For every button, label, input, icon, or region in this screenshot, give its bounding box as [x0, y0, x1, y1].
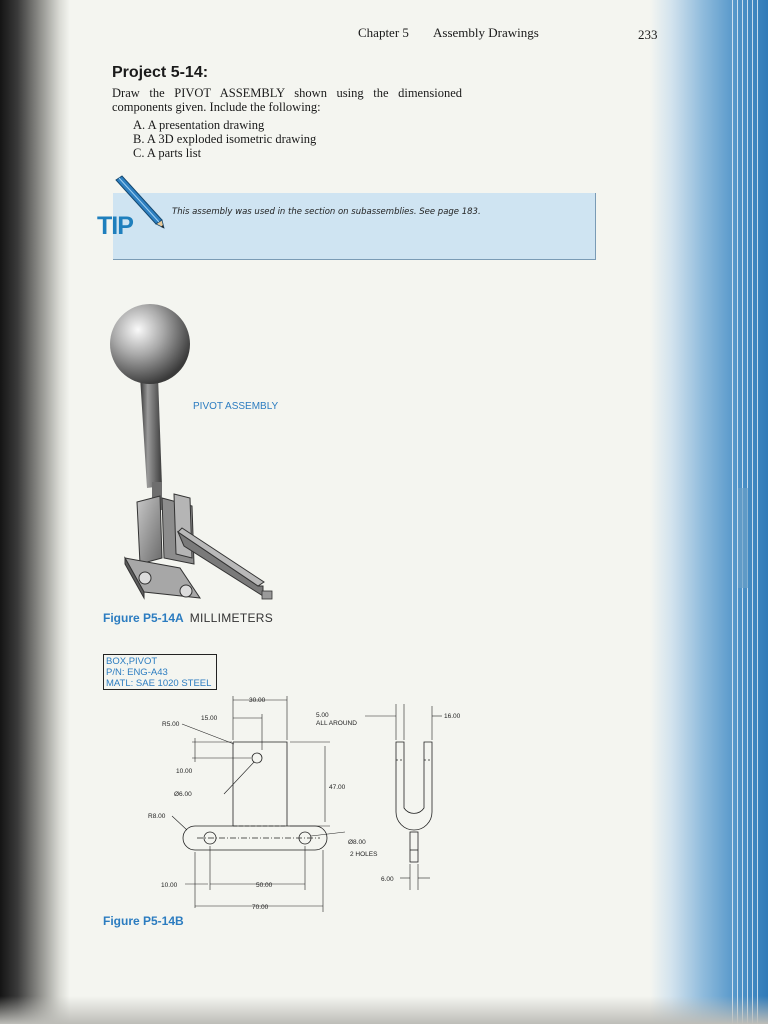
intro-line: Draw the PIVOT ASSEMBLY shown using the dimensioned	[112, 86, 462, 100]
ball-knob	[110, 304, 190, 384]
dimensioned-drawing	[140, 690, 500, 916]
pivot-assembly-callout: PIVOT ASSEMBLY	[193, 401, 279, 412]
dim-dia8: Ø8.00	[348, 839, 366, 846]
project-title: Project 5-14:	[112, 64, 209, 81]
figure-a-units: MILLIMETERS	[189, 611, 274, 625]
dim-47: 47.00	[329, 784, 346, 791]
dim-5: 5.00	[316, 712, 329, 719]
intro-line: components given. Include the following:	[112, 100, 321, 114]
figure-b-label: Figure P5-14B	[103, 914, 184, 928]
pivot-assembly-render	[100, 296, 280, 612]
part-info-line: MATL: SAE 1020 STEEL	[106, 678, 212, 689]
dim-50: 50.00	[256, 882, 273, 889]
part-info-box	[103, 654, 217, 690]
page-edge	[650, 0, 768, 1024]
list-item: A. A presentation drawing	[133, 118, 265, 132]
dim-r5: R5.00	[162, 721, 180, 728]
tip-text: This assembly was used in the section on subassemblies. See page 183.	[172, 207, 481, 217]
list-item: C. A parts list	[133, 146, 202, 160]
dim-holes: 2 HOLES	[350, 851, 378, 858]
tip-box	[113, 193, 596, 260]
part-info-line: P/N: ENG-A43	[106, 667, 168, 678]
figure-a-label: Figure P5-14A	[103, 611, 184, 625]
requirements-list	[133, 118, 316, 160]
dim-70: 70.00	[252, 904, 269, 911]
dim-all-around: ALL AROUND	[316, 720, 357, 727]
bottom-shadow	[0, 996, 768, 1024]
dim-dia6: Ø6.00	[174, 791, 192, 798]
dim-30: 30.00	[249, 697, 266, 704]
project-intro	[112, 86, 462, 114]
list-item: B. A 3D exploded isometric drawing	[133, 132, 317, 146]
dim-r8: R8.00	[148, 813, 166, 820]
dim-15: 15.00	[201, 715, 218, 722]
page-number: 233	[638, 27, 658, 42]
dim-10-horizontal: 10.00	[161, 882, 178, 889]
dim-10-vertical: 10.00	[176, 768, 193, 775]
tip-label: TIP	[97, 212, 133, 240]
dim-6: 6.00	[381, 876, 394, 883]
shaft	[140, 376, 162, 510]
page-edge-tab	[738, 488, 748, 588]
header-title: Assembly Drawings	[433, 25, 539, 40]
book-spine-shadow	[0, 0, 70, 1024]
side-view	[396, 742, 432, 862]
header-chapter: Chapter 5	[358, 25, 409, 40]
dimension-lines	[172, 696, 442, 912]
part-info-line: BOX,PIVOT	[106, 656, 158, 667]
dim-16: 16.00	[444, 713, 461, 720]
figure-a-caption	[103, 611, 273, 625]
